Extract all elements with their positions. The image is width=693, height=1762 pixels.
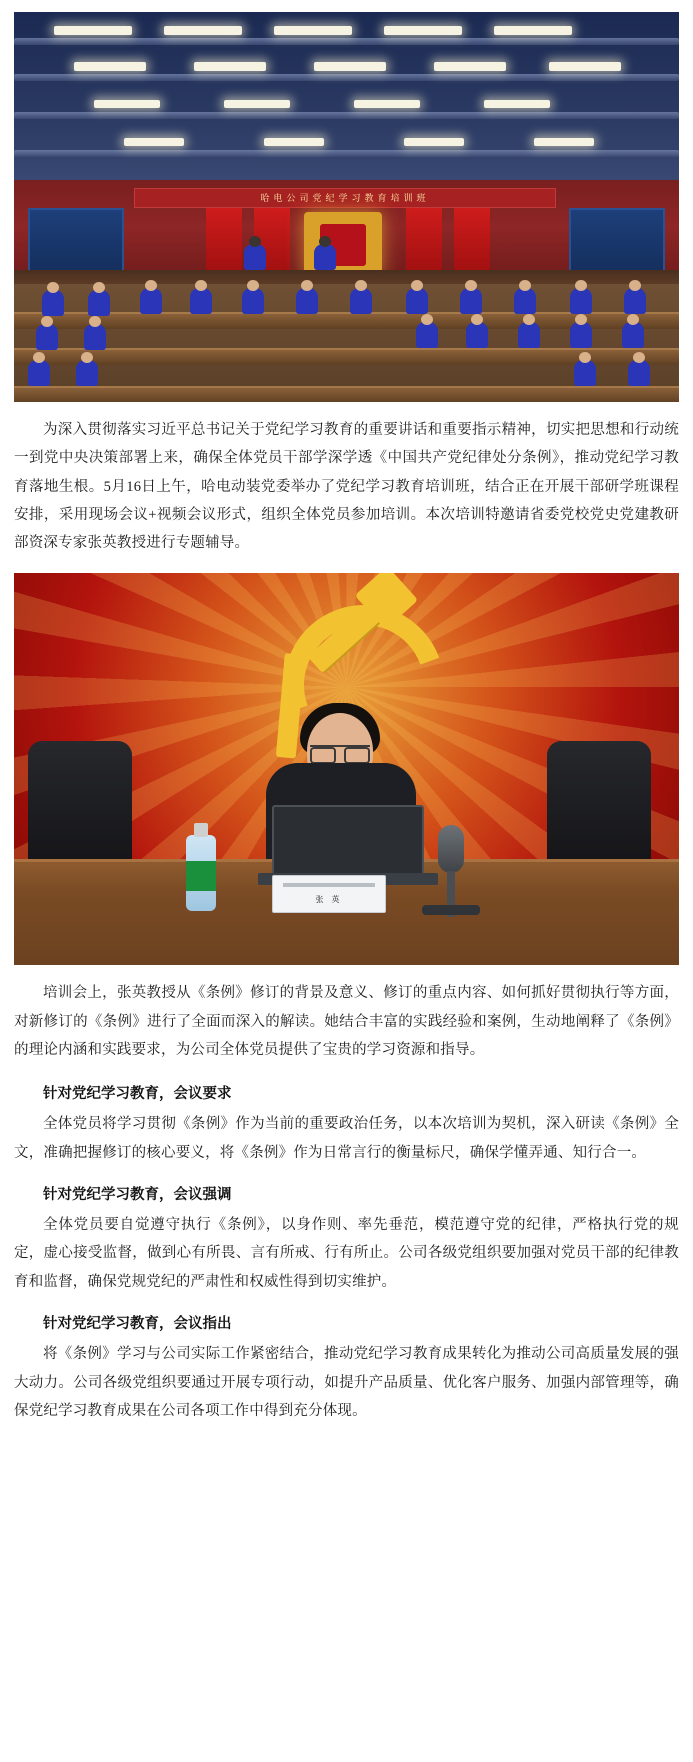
section-text: 全体党员将学习贯彻《条例》作为当前的重要政治任务，以本次培训为契机，深入研读《条例》全文，准确把握修订的核心要义，将《条例》作为日常言行的衡量标尺，确保学懂弄通、知行合一。 bbox=[14, 1116, 679, 1161]
section-heading: 针对党纪学习教育，会议指出 bbox=[43, 1315, 232, 1332]
attendee bbox=[570, 322, 592, 348]
attendee bbox=[242, 288, 264, 314]
empty-chair-left bbox=[28, 741, 132, 871]
intro-paragraph: 为深入贯彻落实习近平总书记关于党纪学习教育的重要讲话和重要指示精神，切实把思想和行动统一到党中央决策部署上来，确保全体党员干部学深学透《中国共产党纪律处分条例》，推动党纪学习教育落地生根。5月16日上午，哈电动装党委举办了党纪学习教育培训班，结合正在开展干部研学班课程安排，采用现场会议+视频会议形式，组织全体党员参加培训。本次培训特邀请省委党校党史党建教研部资深专家张英教授进行专题辅导。 bbox=[14, 422, 679, 552]
attendee bbox=[518, 322, 540, 348]
attendee bbox=[624, 288, 646, 314]
attendee bbox=[406, 288, 428, 314]
section-text: 将《条例》学习与公司实际工作紧密结合，推动党纪学习教育成果转化为推动公司高质量发展的强大动力。公司各级党组织要通过开展专项行动，如提升产品质量、优化客户服务、加强内部管理等，确保党纪学习教育成果在公司各项工作中得到充分体现。 bbox=[14, 1346, 679, 1419]
attendee bbox=[140, 288, 162, 314]
section-emphasis bbox=[14, 1181, 679, 1296]
left-screen bbox=[28, 208, 124, 274]
lecture-paragraph: 培训会上，张英教授从《条例》修订的背景及意义、修订的重点内容、如何抓好贯彻执行等方面，对新修订的《条例》进行了全面而深入的解读。她结合丰富的实践经验和案例，生动地阐释了《条例》的理论内涵和实践要求，为公司全体党员提供了宝贵的学习资源和指导。 bbox=[14, 985, 679, 1058]
lecturer-photo bbox=[14, 573, 679, 965]
attendee bbox=[466, 322, 488, 348]
right-screen bbox=[569, 208, 665, 274]
glasses-icon bbox=[310, 745, 370, 760]
stage-banner: 哈电公司党纪学习教育培训班 bbox=[134, 188, 556, 208]
microphone-icon bbox=[438, 825, 464, 873]
section-requirement bbox=[14, 1080, 679, 1167]
section-text: 全体党员要自觉遵守执行《条例》，以身作则、率先垂范，模范遵守党的纪律，严格执行党的规定，虚心接受监督，做到心有所畏、言有所戒、行有所止。公司各级党组织要加强对党员干部的纪律教育和监督，确保党规党纪的严肃性和权威性得到切实维护。 bbox=[14, 1217, 679, 1290]
name-plate-text: 张 英 bbox=[315, 895, 343, 905]
presider-2 bbox=[314, 244, 336, 270]
section-heading: 针对党纪学习教育，会议强调 bbox=[43, 1186, 232, 1203]
attendee bbox=[460, 288, 482, 314]
attendee bbox=[190, 288, 212, 314]
microphone-base bbox=[422, 905, 480, 915]
attendee bbox=[570, 288, 592, 314]
attendee bbox=[88, 290, 110, 316]
attendee bbox=[350, 288, 372, 314]
attendee bbox=[84, 324, 106, 350]
attendee bbox=[36, 324, 58, 350]
red-flag-right-2 bbox=[454, 208, 490, 274]
attendee bbox=[622, 322, 644, 348]
attendee bbox=[28, 360, 50, 386]
red-flag-right bbox=[406, 208, 442, 274]
desk-row-3 bbox=[14, 386, 679, 402]
attendee bbox=[76, 360, 98, 386]
attendee bbox=[296, 288, 318, 314]
section-pointout bbox=[14, 1310, 679, 1425]
attendee bbox=[628, 360, 650, 386]
red-flag-left bbox=[206, 208, 242, 274]
attendee bbox=[416, 322, 438, 348]
attendee bbox=[514, 288, 536, 314]
ceiling-area bbox=[14, 12, 679, 187]
conference-hall-photo bbox=[14, 12, 679, 402]
laptop-icon bbox=[272, 805, 424, 877]
water-bottle bbox=[186, 835, 216, 911]
section-heading: 针对党纪学习教育，会议要求 bbox=[43, 1086, 232, 1103]
name-plate bbox=[272, 875, 386, 913]
attendee bbox=[574, 360, 596, 386]
presider bbox=[244, 244, 266, 270]
attendee bbox=[42, 290, 64, 316]
empty-chair-right bbox=[547, 741, 651, 871]
